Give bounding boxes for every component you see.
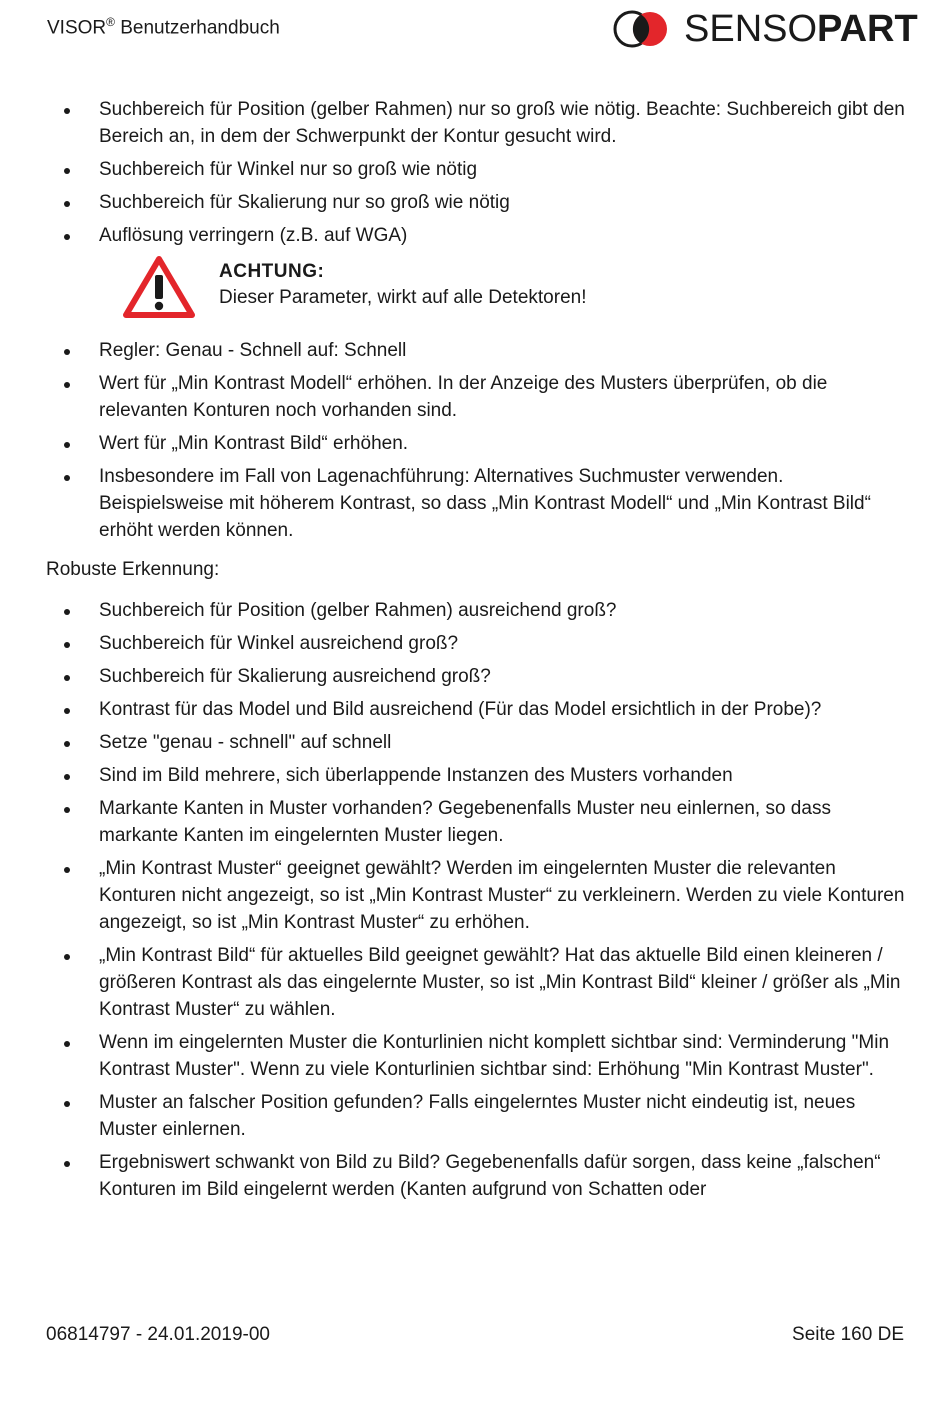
bullet-dot-icon xyxy=(64,708,70,714)
list-item-text: Auflösung verringern (z.B. auf WGA) xyxy=(99,225,408,246)
list-item-text: Markante Kanten in Muster vorhanden? Gegebenenfalls Muster neu einlernen, so dass markante Kanten im eingelernten Muster liegen. xyxy=(99,798,831,846)
list-item xyxy=(0,337,950,364)
list-item xyxy=(0,370,950,424)
logo-wordmark: SENSOPART xyxy=(684,8,918,50)
warning-triangle-icon xyxy=(122,255,196,319)
warning-text: Dieser Parameter, wirkt auf alle Detektoren! xyxy=(219,287,587,308)
list-item xyxy=(0,1029,950,1083)
list-item xyxy=(0,762,950,789)
list-item-text: Wert für „Min Kontrast Bild“ erhöhen. xyxy=(99,433,409,454)
list-item xyxy=(0,663,950,690)
bullet-list-contrast xyxy=(0,337,950,544)
bullet-list-speed xyxy=(0,96,950,249)
list-item-text: Regler: Genau - Schnell auf: Schnell xyxy=(99,340,407,361)
list-item xyxy=(0,189,950,216)
list-item xyxy=(0,795,950,849)
list-item-text: Suchbereich für Skalierung nur so groß wie nötig xyxy=(99,192,510,213)
bullet-dot-icon xyxy=(64,234,70,240)
logo-circles-icon xyxy=(612,8,676,50)
bullet-dot-icon xyxy=(64,349,70,355)
list-item-text: „Min Kontrast Muster“ geeignet gewählt? Werden im eingelernten Muster die relevanten Konturen nicht angezeigt, so ist „Min Kontrast Muster“ zu verkleinern. Werden zu viele Konturen angezeigt, so ist „Min Kontrast Muster“ zu erhöhen. xyxy=(99,858,905,933)
list-item-text: Suchbereich für Winkel nur so groß wie nötig xyxy=(99,159,478,180)
bullet-dot-icon xyxy=(64,442,70,448)
list-item-text: Setze "genau - schnell" auf schnell xyxy=(99,732,392,753)
bullet-dot-icon xyxy=(64,954,70,960)
warning-title: ACHTUNG: xyxy=(219,261,325,282)
warning-box xyxy=(0,255,950,329)
list-item xyxy=(0,156,950,183)
bullet-dot-icon xyxy=(64,867,70,873)
footer-document-number: 06814797 - 24.01.2019-00 xyxy=(46,1324,270,1345)
bullet-dot-icon xyxy=(64,108,70,114)
list-item-text: „Min Kontrast Bild“ für aktuelles Bild geeignet gewählt? Hat das aktuelle Bild einen kleineren / größeren Kontrast als das eingelernte Muster, so ist „Min Kontrast Bild“ kleiner / größer als „Min Kontrast Muster“ zu wählen. xyxy=(99,945,901,1020)
list-item xyxy=(0,630,950,657)
list-item xyxy=(0,1089,950,1143)
bullet-list-robust xyxy=(0,597,950,1203)
list-item xyxy=(0,96,950,150)
list-item-text: Sind im Bild mehrere, sich überlappende Instanzen des Musters vorhanden xyxy=(99,765,733,786)
list-item-text: Kontrast für das Model und Bild ausreichend (Für das Model ersichtlich in der Probe)? xyxy=(99,699,822,720)
bullet-dot-icon xyxy=(64,741,70,747)
bullet-dot-icon xyxy=(64,774,70,780)
footer-page-number: Seite 160 DE xyxy=(792,1324,904,1345)
list-item-text: Insbesondere im Fall von Lagenachführung: Alternatives Suchmuster verwenden. Beispielsweise mit höherem Kontrast, so dass „Min Kontrast Modell“ und „Min Kontrast Bild“ erhöht werden können. xyxy=(99,466,871,541)
list-item-text: Suchbereich für Position (gelber Rahmen) ausreichend groß? xyxy=(99,600,617,621)
bullet-dot-icon xyxy=(64,807,70,813)
sensopart-logo xyxy=(612,8,918,50)
list-item-text: Suchbereich für Skalierung ausreichend groß? xyxy=(99,666,491,687)
list-item-text: Suchbereich für Winkel ausreichend groß? xyxy=(99,633,459,654)
list-item xyxy=(0,855,950,936)
list-item-text: Wenn im eingelernten Muster die Konturlinien nicht komplett sichtbar sind: Verminderung "Min Kontrast Muster". Wenn zu viele Konturlinien sichtbar sind: Erhöhung "Min Kontrast Muster". xyxy=(99,1032,890,1080)
list-item xyxy=(0,729,950,756)
list-item xyxy=(0,696,950,723)
list-item xyxy=(0,597,950,624)
page-content xyxy=(0,96,950,1209)
bullet-dot-icon xyxy=(64,382,70,388)
bullet-dot-icon xyxy=(64,475,70,481)
list-item-text: Ergebniswert schwankt von Bild zu Bild? Gegebenenfalls dafür sorgen, dass keine „falschen“ Konturen im Bild eingelernt werden (Kanten aufgrund von Schatten oder xyxy=(99,1152,881,1200)
list-item xyxy=(0,222,950,249)
section-heading: Robuste Erkennung: xyxy=(46,559,220,580)
bullet-dot-icon xyxy=(64,609,70,615)
list-item xyxy=(0,942,950,1023)
page-header xyxy=(0,0,950,60)
bullet-dot-icon xyxy=(64,201,70,207)
bullet-dot-icon xyxy=(64,168,70,174)
bullet-dot-icon xyxy=(64,1101,70,1107)
bullet-dot-icon xyxy=(64,675,70,681)
list-item-text: Suchbereich für Position (gelber Rahmen) nur so groß wie nötig. Beachte: Suchbereich gibt den Bereich an, in dem der Schwerpunkt der Kontur gesucht wird. xyxy=(99,99,905,147)
list-item-text: Wert für „Min Kontrast Modell“ erhöhen. In der Anzeige des Musters überprüfen, ob die relevanten Konturen noch vorhanden sind. xyxy=(99,373,828,421)
bullet-dot-icon xyxy=(64,1041,70,1047)
list-item-text: Muster an falscher Position gefunden? Falls eingelerntes Muster nicht eindeutig ist, neues Muster einlernen. xyxy=(99,1092,856,1140)
list-item xyxy=(0,1149,950,1203)
document-title: VISOR® Benutzerhandbuch xyxy=(47,15,280,39)
list-item xyxy=(0,430,950,457)
bullet-dot-icon xyxy=(64,642,70,648)
list-item xyxy=(0,463,950,544)
bullet-dot-icon xyxy=(64,1161,70,1167)
